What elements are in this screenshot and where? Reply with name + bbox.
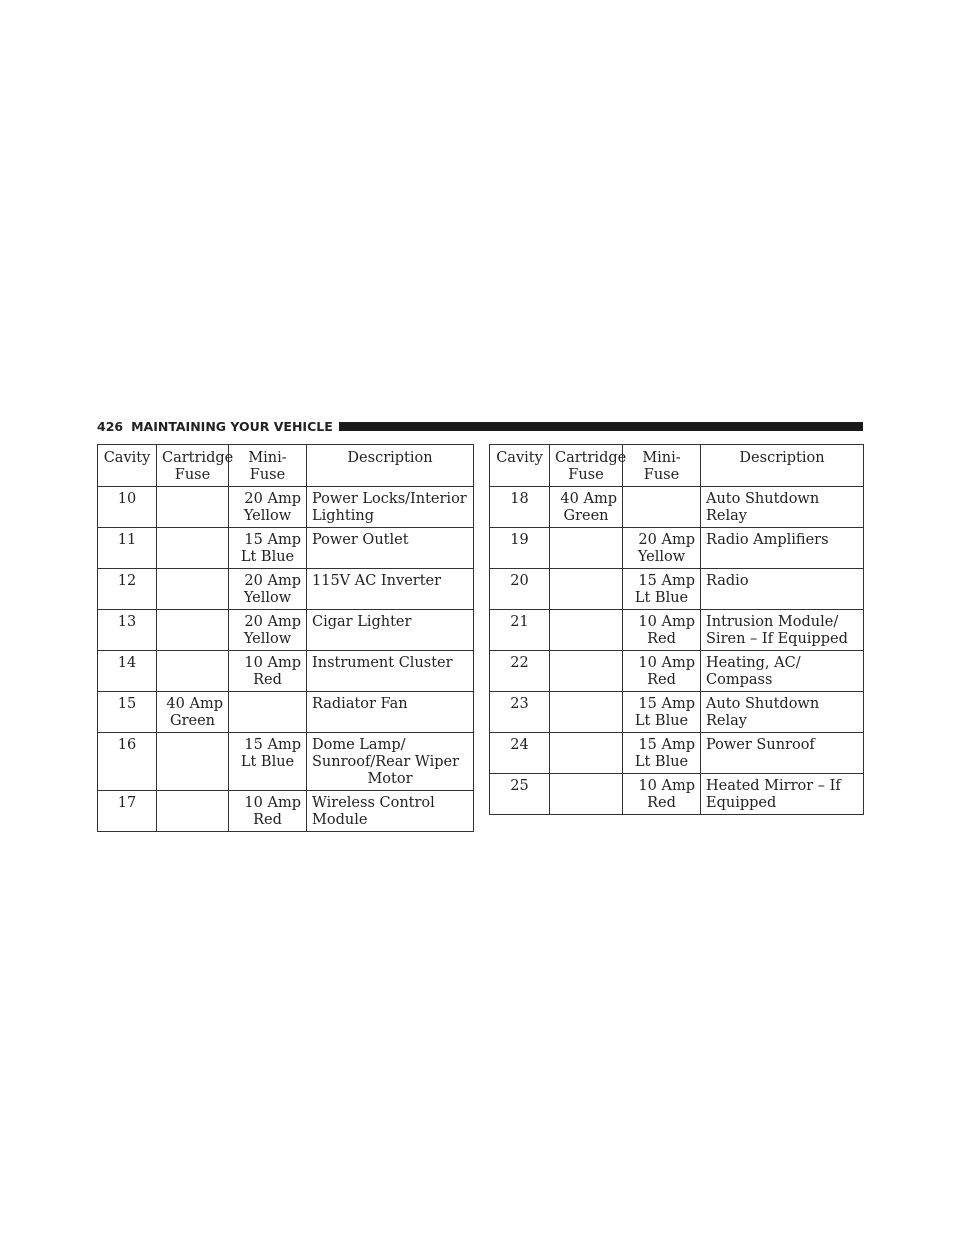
description-cell: Dome Lamp/ Sunroof/Rear Wiper Motor [307,733,474,791]
cartridge-fuse-cell: 40 Amp Green [550,487,623,528]
cavity-cell: 22 [490,651,550,692]
cavity-cell: 20 [490,569,550,610]
cavity-cell: 10 [98,487,157,528]
cavity-cell: 14 [98,651,157,692]
cartridge-fuse-cell [157,733,229,791]
table-row [98,651,474,692]
cartridge-fuse-cell [157,569,229,610]
description-cell: Radio [701,569,864,610]
cartridge-fuse-cell [157,487,229,528]
cavity-cell: 16 [98,733,157,791]
mini-fuse-cell [623,487,701,528]
table-row [490,487,864,528]
description-cell: Heated Mirror – If Equipped [701,774,864,815]
table-row [98,791,474,832]
col-header-mini: Mini- Fuse [623,445,701,487]
mini-fuse-cell: 15 Amp Lt Blue [623,733,701,774]
table-row [490,774,864,815]
col-header-cavity: Cavity [490,445,550,487]
mini-fuse-cell: 15 Amp Lt Blue [229,528,307,569]
cavity-cell: 25 [490,774,550,815]
header-rule [339,422,863,431]
description-cell: Radiator Fan [307,692,474,733]
mini-fuse-cell: 10 Amp Red [623,651,701,692]
mini-fuse-cell: 10 Amp Red [623,610,701,651]
cavity-cell: 19 [490,528,550,569]
cartridge-fuse-cell [550,610,623,651]
table-row [98,487,474,528]
col-header-description: Description [701,445,864,487]
cartridge-fuse-cell [157,610,229,651]
table-row [98,692,474,733]
mini-fuse-cell: 20 Amp Yellow [229,487,307,528]
cartridge-fuse-cell [550,528,623,569]
mini-fuse-cell: 20 Amp Yellow [623,528,701,569]
cavity-cell: 23 [490,692,550,733]
table-header-row [98,445,474,487]
table-row [490,651,864,692]
description-cell: Power Locks/Interior Lighting [307,487,474,528]
table-row [98,733,474,791]
table-body-left [98,487,474,832]
description-cell: Auto Shutdown Relay [701,692,864,733]
mini-fuse-cell: 15 Amp Lt Blue [229,733,307,791]
col-header-description: Description [307,445,474,487]
cavity-cell: 24 [490,733,550,774]
cartridge-fuse-cell [550,569,623,610]
cartridge-fuse-cell [550,774,623,815]
description-cell: Wireless Control Module [307,791,474,832]
description-cell: Power Sunroof [701,733,864,774]
fuse-table-right [489,444,864,815]
cavity-cell: 15 [98,692,157,733]
mini-fuse-cell: 20 Amp Yellow [229,610,307,651]
cavity-cell: 11 [98,528,157,569]
cavity-cell: 13 [98,610,157,651]
description-cell: Power Outlet [307,528,474,569]
description-cell: Intrusion Module/ Siren – If Equipped [701,610,864,651]
table-row [98,569,474,610]
table-row [490,569,864,610]
cartridge-fuse-cell [157,528,229,569]
cavity-cell: 18 [490,487,550,528]
cartridge-fuse-cell [157,651,229,692]
mini-fuse-cell: 10 Amp Red [623,774,701,815]
mini-fuse-cell: 15 Amp Lt Blue [623,569,701,610]
col-header-cavity: Cavity [98,445,157,487]
page-number: 426 [97,418,124,434]
description-cell: Heating, AC/ Compass [701,651,864,692]
table-header-row [490,445,864,487]
col-header-cartridge: Cartridge Fuse [157,445,229,487]
table-row [490,610,864,651]
cartridge-fuse-cell [550,692,623,733]
cavity-cell: 21 [490,610,550,651]
description-cell: Cigar Lighter [307,610,474,651]
table-row [490,528,864,569]
table-row [98,610,474,651]
mini-fuse-cell: 20 Amp Yellow [229,569,307,610]
mini-fuse-cell [229,692,307,733]
col-header-mini: Mini- Fuse [229,445,307,487]
cartridge-fuse-cell [550,651,623,692]
cartridge-fuse-cell: 40 Amp Green [157,692,229,733]
mini-fuse-cell: 15 Amp Lt Blue [623,692,701,733]
description-cell: 115V AC Inverter [307,569,474,610]
cartridge-fuse-cell [157,791,229,832]
description-cell: Radio Amplifiers [701,528,864,569]
table-row [490,733,864,774]
cavity-cell: 12 [98,569,157,610]
table-body-right [490,487,864,815]
section-title: MAINTAINING YOUR VEHICLE [131,418,333,434]
description-cell: Auto Shutdown Relay [701,487,864,528]
page-header [97,416,863,436]
col-header-cartridge: Cartridge Fuse [550,445,623,487]
description-cell: Instrument Cluster [307,651,474,692]
mini-fuse-cell: 10 Amp Red [229,651,307,692]
table-row [98,528,474,569]
cartridge-fuse-cell [550,733,623,774]
fuse-table-left [97,444,474,832]
cavity-cell: 17 [98,791,157,832]
mini-fuse-cell: 10 Amp Red [229,791,307,832]
table-row [490,692,864,733]
